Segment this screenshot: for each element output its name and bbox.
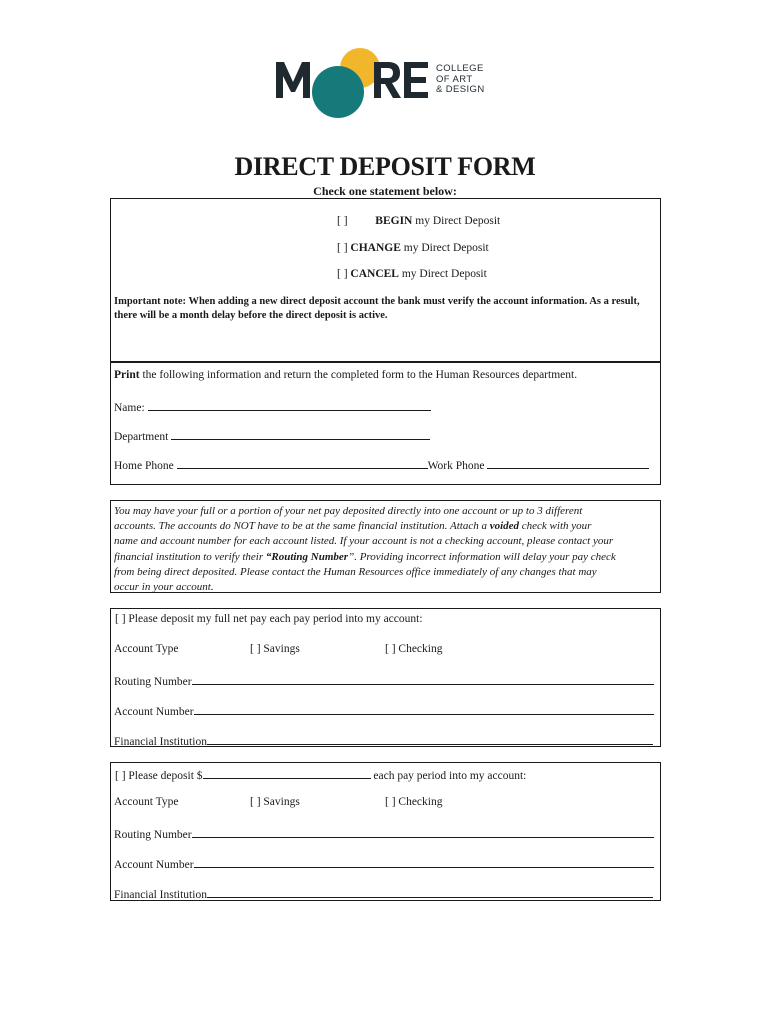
logo-line: OF ART (436, 73, 473, 85)
name-field[interactable] (148, 399, 431, 411)
routing-field[interactable] (192, 826, 654, 838)
work-phone-label: Work Phone (427, 460, 485, 472)
statement-change[interactable] (337, 242, 489, 254)
statement-keyword: CANCEL (350, 268, 399, 280)
home-phone-label: Home Phone (114, 460, 174, 472)
statement-text: my Direct Deposit (398, 268, 487, 280)
instructions-emphasis: voided (489, 520, 520, 533)
logo-line: COLLEGE (436, 63, 484, 74)
partial-deposit-label-end: each pay period into my account: (370, 770, 527, 782)
checkbox[interactable]: [ ] (337, 242, 348, 254)
account-number-row (114, 856, 654, 871)
important-note-line2: there will be a month delay before the direct deposit is active. (114, 310, 388, 321)
partial-deposit-box (110, 762, 661, 901)
routing-label: Routing Number (114, 676, 192, 688)
work-phone-field[interactable] (487, 457, 649, 469)
logo-text (436, 64, 516, 96)
employee-info-box (110, 361, 661, 485)
instructions-line: from being direct deposited. Please contact the Human Resources office immediately of any changes that may (114, 565, 597, 578)
statement-text: my Direct Deposit (412, 215, 501, 227)
institution-row (114, 886, 653, 901)
instructions-line (114, 550, 660, 565)
department-label: Department (114, 431, 169, 443)
checkbox[interactable]: [ ] (337, 215, 348, 227)
savings-option[interactable]: [ ] Savings (250, 643, 300, 655)
statement-keyword: BEGIN (375, 215, 413, 227)
instructions-text: accounts. The accounts do NOT have to be at the same financial institution. Attach a (114, 520, 490, 533)
institution-label: Financial Institution (114, 736, 207, 748)
instructions-text: ”. Providing incorrect information will delay your pay check (348, 550, 616, 563)
college-logo (276, 44, 496, 120)
institution-row (114, 733, 653, 748)
department-row (114, 428, 430, 443)
routing-row (114, 826, 654, 841)
account-number-field[interactable] (194, 703, 654, 715)
department-field[interactable] (171, 428, 430, 440)
instructions-text: financial institution to verify their (114, 550, 266, 563)
full-deposit-heading[interactable]: [ ] Please deposit my full net pay each pay period into my account: (115, 613, 423, 625)
account-number-label: Account Number (114, 706, 194, 718)
phone-row (114, 457, 649, 472)
routing-row (114, 673, 654, 688)
account-number-row (114, 703, 654, 718)
checkbox[interactable]: [ ] (337, 268, 348, 280)
statement-text: my Direct Deposit (400, 242, 489, 254)
instructions-box (110, 500, 661, 593)
routing-field[interactable] (192, 673, 654, 685)
name-row (114, 399, 431, 414)
statement-box (110, 198, 661, 363)
instructions-line: name and account number for each account listed. If your account is not a checking account, please contact your (114, 535, 614, 548)
account-type-label: Account Type (114, 796, 179, 808)
print-text: the following information and return the completed form to the Human Resources department. (139, 369, 578, 381)
instructions-emphasis: “Routing Number (265, 550, 349, 563)
logo-line: & DESIGN (436, 84, 485, 95)
name-label: Name: (114, 402, 145, 414)
instructions-line (114, 519, 660, 534)
partial-deposit-label[interactable]: [ ] Please deposit $ (115, 770, 203, 782)
instructions-line: You may have your full or a portion of your net pay deposited directly into one account or up to 3 different (114, 505, 583, 517)
routing-label: Routing Number (114, 829, 192, 841)
home-phone-field[interactable] (177, 457, 428, 469)
statement-cancel[interactable] (337, 268, 487, 280)
full-deposit-box (110, 608, 661, 747)
print-keyword: Print (114, 369, 140, 381)
account-number-field[interactable] (194, 856, 654, 868)
account-number-label: Account Number (114, 859, 194, 871)
statement-keyword: CHANGE (350, 242, 401, 254)
form-subtitle: Check one statement below: (313, 184, 457, 198)
savings-option[interactable]: [ ] Savings (250, 796, 300, 808)
institution-field[interactable] (207, 733, 653, 745)
form-title: DIRECT DEPOSIT FORM (234, 152, 536, 181)
checking-option[interactable]: [ ] Checking (385, 643, 443, 655)
checking-option[interactable]: [ ] Checking (385, 796, 443, 808)
deposit-amount-field[interactable] (203, 767, 371, 779)
print-instruction (114, 369, 577, 381)
partial-deposit-heading (115, 767, 526, 782)
important-note-line1: Important note: When adding a new direct deposit account the bank must verify the account information. As a result, (114, 296, 640, 307)
statement-begin[interactable] (337, 215, 500, 227)
instructions-line: occur in your account. (114, 581, 214, 594)
logo-mark (276, 44, 436, 120)
institution-field[interactable] (207, 886, 653, 898)
instructions-text: check with your (519, 520, 592, 533)
account-type-label: Account Type (114, 643, 179, 655)
institution-label: Financial Institution (114, 889, 207, 901)
